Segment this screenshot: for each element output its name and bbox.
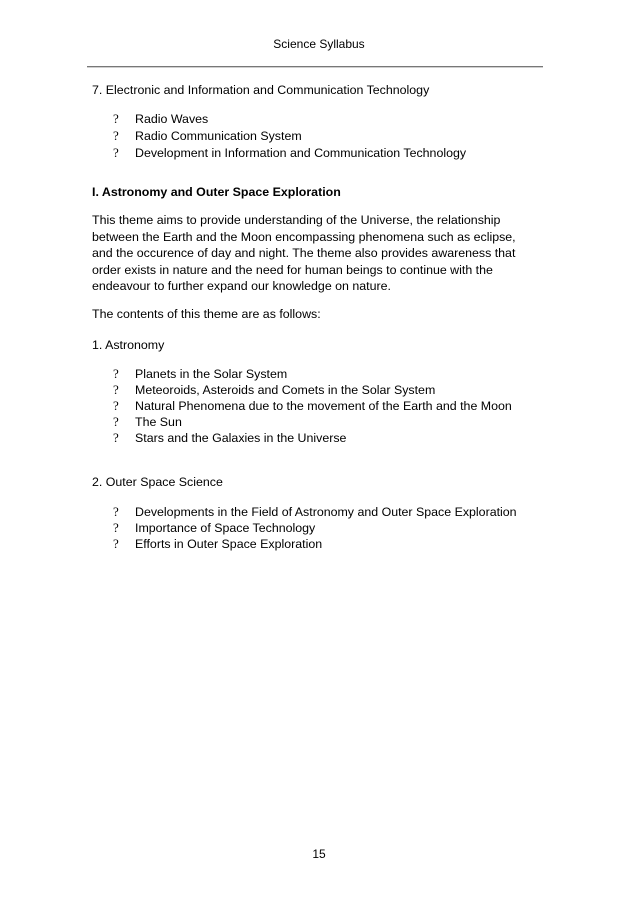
list-item xyxy=(113,430,346,446)
bullet-icon: ? xyxy=(113,111,119,126)
bullet-icon: ? xyxy=(113,536,119,551)
bullet-icon: ? xyxy=(113,504,119,519)
bullet-icon: ? xyxy=(113,430,119,445)
header-title: Science Syllabus xyxy=(273,37,365,51)
list-item xyxy=(113,382,435,398)
list-item xyxy=(113,366,287,382)
list-item-text: Radio Waves xyxy=(135,112,209,126)
list-item-text: Planets in the Solar System xyxy=(135,367,288,381)
bullet-icon: ? xyxy=(113,398,119,413)
list-item xyxy=(113,520,315,536)
paragraph-line: order exists in nature and the need for human beings to continue with the xyxy=(92,262,493,277)
outer-space-heading: 2. Outer Space Science xyxy=(92,475,223,489)
bullet-icon: ? xyxy=(113,145,119,160)
bullet-icon: ? xyxy=(113,128,119,143)
list-item xyxy=(113,128,302,144)
list-item xyxy=(113,145,466,161)
list-item-text: Development in Information and Communication Technology xyxy=(135,146,467,160)
bullet-icon: ? xyxy=(113,414,119,429)
list-item-text: Natural Phenomena due to the movement of the Earth and the Moon xyxy=(135,399,512,413)
theme-heading: I. Astronomy and Outer Space Exploration xyxy=(92,185,341,199)
paragraph-line: This theme aims to provide understanding of the Universe, the relationship xyxy=(92,213,501,227)
list-item xyxy=(113,536,322,552)
bullet-icon: ? xyxy=(113,382,119,397)
header-divider xyxy=(87,66,543,68)
paragraph-line: endeavour to further expand our knowledge on nature. xyxy=(92,279,391,293)
list-item xyxy=(113,398,512,414)
bullet-icon: ? xyxy=(113,520,119,535)
bullet-icon: ? xyxy=(113,366,119,381)
astronomy-heading: 1. Astronomy xyxy=(92,338,165,352)
list-item xyxy=(113,414,182,430)
list-item-text: The Sun xyxy=(135,415,182,429)
paragraph-line: and the occurence of day and night. The theme also provides awareness that xyxy=(92,246,516,260)
list-item-text: Importance of Space Technology xyxy=(135,521,316,535)
list-item-text: Stars and the Galaxies in the Universe xyxy=(135,431,347,445)
paragraph-line: between the Earth and the Moon encompassing phenomena such as eclipse, xyxy=(92,229,516,244)
list-item-text: Meteoroids, Asteroids and Comets in the Solar System xyxy=(135,383,436,397)
section-7-heading: 7. Electronic and Information and Communication Technology xyxy=(92,83,430,97)
contents-intro: The contents of this theme are as follows: xyxy=(92,307,321,321)
list-item-text: Developments in the Field of Astronomy and Outer Space Exploration xyxy=(135,505,517,519)
list-item xyxy=(113,111,208,127)
list-item xyxy=(113,504,517,520)
page-number: 15 xyxy=(312,847,326,861)
theme-paragraph xyxy=(92,212,544,295)
list-item-text: Efforts in Outer Space Exploration xyxy=(135,537,323,551)
list-item-text: Radio Communication System xyxy=(135,129,302,143)
